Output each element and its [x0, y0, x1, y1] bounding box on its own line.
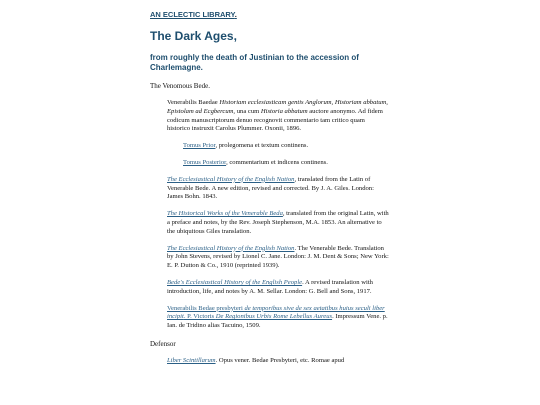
- bibliography-entry: Venerabilis Baedae Historiam ecclesiasticam gentis Anglorum, Historiam abbatum, Epistolam ad Ecgbercum, una cum Historia abbatum auctore anonymo. Ad fidem codicum manuscriptorum denuo recognovit commentario tam critico quam historico instruxit Carolus Plummer. Oxonii, 1896.: [167, 99, 388, 133]
- section-heading-bede: The Venomous Bede.: [150, 82, 210, 90]
- bibliography-entry: The Historical Works of the Venerable Beda, translated from the original Latin, with a preface and notes, by the Rev. Joseph Stephenson, M.A. 1853. An alternative to the ubiquitous Giles translation.: [167, 210, 389, 235]
- bibliography-entry: Bede's Ecclesiastical History of the English People. A revised translation with introduction, life, and notes by A. M. Sellar. London: G. Bell and Sons, 1917.: [167, 278, 373, 295]
- bibliography-subentry: Tomus Posterior, commentarium et indicens continens.: [183, 158, 328, 166]
- book-link[interactable]: The Ecclesiastical History of the English Nation: [167, 244, 295, 252]
- book-link[interactable]: Liber Scintillarum: [167, 356, 216, 364]
- page-content: [150, 10, 390, 366]
- site-home-link[interactable]: AN ECLECTIC LIBRARY.: [150, 10, 237, 19]
- volume-link-posterior[interactable]: Tomus Posterior: [183, 158, 227, 166]
- bibliography-entry: Liber Scintillarum. Opus vener. Bedae Presbyteri, etc. Romae apud: [167, 356, 345, 364]
- section-heading-defensor: Defensor: [150, 339, 176, 348]
- book-link[interactable]: Venerabilis Bedae presbyteri de temporibus sive de sex aetatibus huius seculi liber incipit. P. Victoris De Regionibus Urbis Rome Lebellus Aureus: [167, 304, 385, 321]
- bibliography-subentry: Tomus Prior, prolegomena et textum continens.: [183, 142, 309, 150]
- page-subtitle: from roughly the death of Justinian to the accession of Charlemagne.: [150, 53, 359, 72]
- book-link[interactable]: The Ecclesiastical History of the English Nation: [167, 175, 295, 183]
- bibliography-entry: The Ecclesiastical History of the English Nation. The Venerable Bede. Translation by John Stevens, revised by Lionel C. Jane. London: J. M. Dent & Sons; New York: E. P. Dutton & Co., 1910 (reprinted 1939).: [167, 244, 389, 270]
- volume-link-prior[interactable]: Tomus Prior: [183, 142, 216, 150]
- page-title: The Dark Ages,: [150, 29, 237, 43]
- bibliography-entry: Venerabilis Bedae presbyteri de temporibus sive de sex aetatibus huius seculi liber incipit. P. Victoris De Regionibus Urbis Rome Lebellus Aureus. Impressum Vene. p. Ian. de Tridino alias Tacuino, 1509.: [167, 304, 388, 330]
- book-link[interactable]: The Historical Works of the Venerable Beda: [167, 210, 283, 218]
- bibliography-entry: The Ecclesiastical History of the English Nation, translated from the Latin of Venerable Bede. A new edition, revised and corrected. By J. A. Giles. London: James Bohn. 1843.: [167, 175, 374, 201]
- book-link[interactable]: Bede's Ecclesiastical History of the English People: [167, 278, 303, 286]
